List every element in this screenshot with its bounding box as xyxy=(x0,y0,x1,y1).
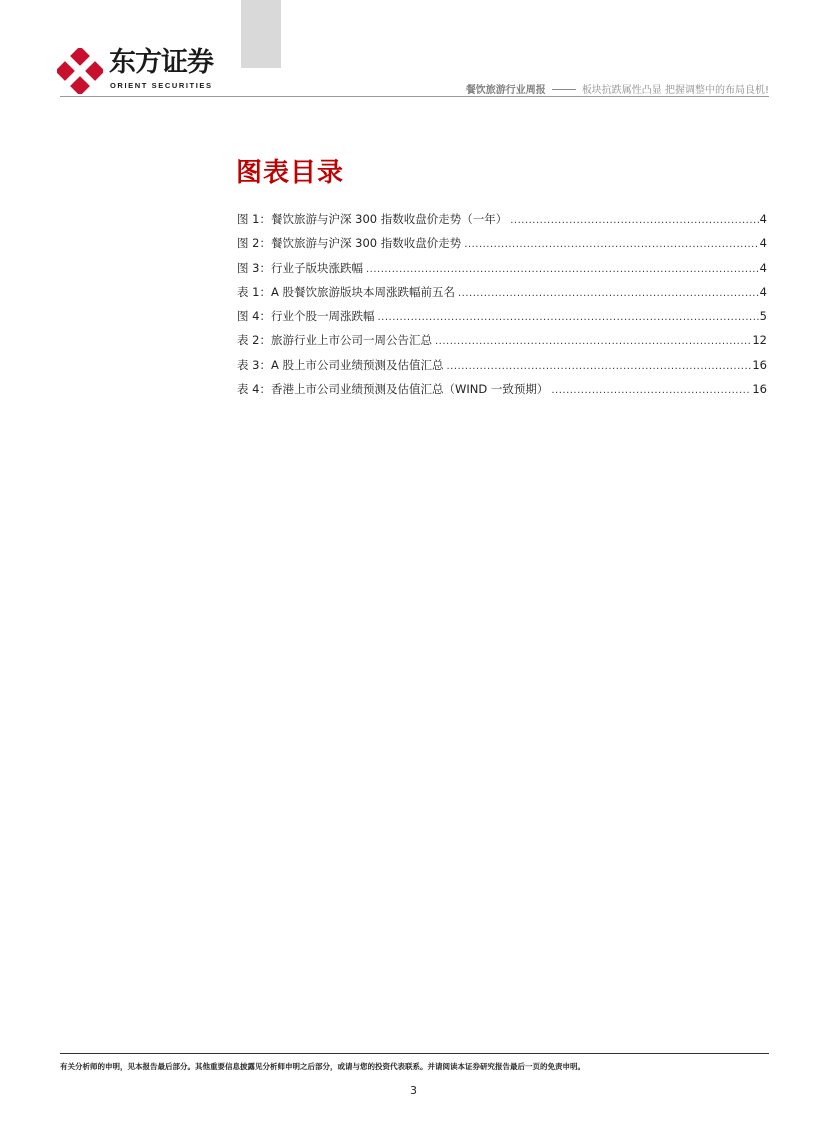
toc-item-page: 16 xyxy=(752,357,767,372)
toc-heading: 图表目录 xyxy=(236,158,345,188)
toc-item[interactable] xyxy=(237,381,767,405)
toc-list xyxy=(237,211,767,405)
toc-item-label: 图 3：行业子版块涨跌幅 xyxy=(237,260,363,275)
toc-item[interactable] xyxy=(237,211,767,235)
toc-item-page: 5 xyxy=(759,309,767,324)
toc-item-page: 4 xyxy=(759,212,767,226)
toc-leader-dots xyxy=(458,288,759,299)
toc-item-page: 4 xyxy=(759,284,767,299)
toc-item[interactable] xyxy=(237,308,767,332)
logo-mark-icon xyxy=(57,48,103,94)
title-separator xyxy=(552,89,576,90)
toc-item-label: 图 2：餐饮旅游与沪深 300 指数收盘价走势 xyxy=(237,236,462,251)
report-title: 餐饮旅游行业周报 xyxy=(465,85,546,96)
toc-item[interactable] xyxy=(237,357,767,381)
footer-disclaimer: 有关分析师的申明，见本报告最后部分。其他重要信息披露见分析师申明之后部分，或请与您的投资代表联系。并请阅读本证券研究报告最后一页的免责申明。 xyxy=(60,1062,585,1071)
toc-item-label: 图 1：餐饮旅游与沪深 300 指数收盘价走势（一年） xyxy=(237,212,508,226)
logo-chinese-name: 东方证券 xyxy=(109,47,213,78)
toc-item-page: 16 xyxy=(752,382,767,397)
toc-item-label: 表 2：旅游行业上市公司一周公告汇总 xyxy=(237,333,432,348)
report-subtitle: 板块抗跌属性凸显 把握调整中的布局良机! xyxy=(581,85,769,96)
toc-leader-dots xyxy=(447,361,752,372)
toc-item-page: 4 xyxy=(759,236,767,251)
toc-item-label: 表 1：A 股餐饮旅游版块本周涨跌幅前五名 xyxy=(237,284,455,299)
toc-item-label: 表 3：A 股上市公司业绩预测及估值汇总 xyxy=(237,357,444,372)
logo-english-name: ORIENT SECURITIES xyxy=(110,81,213,90)
toc-leader-dots xyxy=(435,336,751,347)
toc-leader-dots xyxy=(366,264,759,275)
report-header xyxy=(466,81,769,96)
orient-securities-logo xyxy=(57,46,227,94)
page-number: 3 xyxy=(410,1084,417,1097)
footer-divider xyxy=(60,1053,769,1054)
toc-leader-dots xyxy=(377,312,758,323)
toc-leader-dots xyxy=(510,215,758,226)
toc-item[interactable] xyxy=(237,332,767,356)
toc-item-page: 4 xyxy=(759,260,767,275)
toc-item[interactable] xyxy=(237,260,767,284)
header-accent-strip xyxy=(241,0,281,68)
toc-leader-dots xyxy=(551,385,751,396)
toc-item-label: 表 4：香港上市公司业绩预测及估值汇总（WIND 一致预期） xyxy=(237,382,549,397)
toc-item-page: 12 xyxy=(752,333,767,348)
toc-leader-dots xyxy=(464,239,758,250)
toc-item-label: 图 4：行业个股一周涨跌幅 xyxy=(237,309,375,324)
header-divider xyxy=(60,96,769,97)
toc-item[interactable] xyxy=(237,235,767,259)
toc-item[interactable] xyxy=(237,284,767,308)
